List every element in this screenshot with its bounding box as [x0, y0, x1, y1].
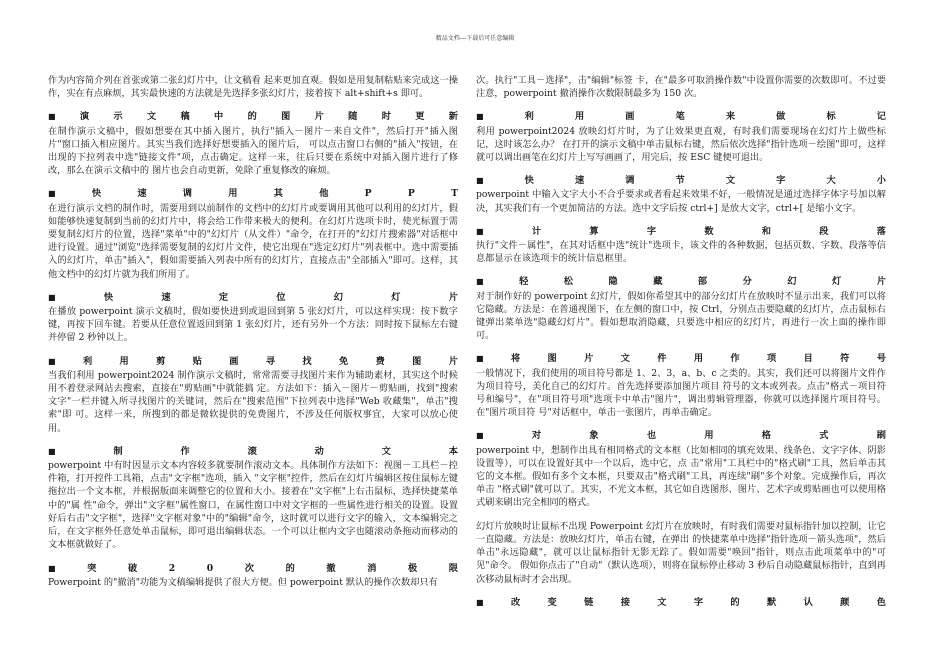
left-column [48, 74, 458, 599]
section-heading: ■ 制 作 滚 动 文 本 [48, 445, 458, 457]
article-section [48, 74, 458, 100]
section-body: powerpoint 中，想制作出具有相同格式的文本框（比如相同的填充效果、线条色、文字字体、阴影设置等），可以在设置好其中一个以后，选中它，点 击"常用"工具栏中的"格式刷"工具，然后单击其它的文本框。假如有多个文本框，只要双击"格式刷"工具，再连续"刷"多个对象。完成操作后，再次单击 "格式刷"就可以了。其实，不光文本框，其它如自选图形、图片、艺术字或剪贴画也可以使用格式刷来刷出完全相同的格式。 [476, 444, 886, 509]
section-heading: ■ 快 速 定 位 幻 灯 片 [48, 291, 458, 303]
article-section [476, 74, 886, 100]
article-section [476, 174, 886, 215]
section-body: 对于制作好的 powerpoint 幻灯片，假如你希望其中的部分幻灯片在放映时不显示出来，我们可以将它隐藏。方法是：在普通视图下，在左侧的窗口中，按 Ctrl，分别点击要隐藏的幻灯片，点击鼠标右键弹出菜单选"隐藏幻灯片"。假如想取消隐藏，只要选中相应的幻灯片，再进行一次上面的操作即可。 [476, 290, 886, 342]
article-section [48, 562, 458, 589]
article-section [476, 110, 886, 164]
article-section [476, 225, 886, 266]
article-section [48, 187, 458, 280]
article-section [476, 275, 886, 342]
section-body: 在播放 powerpoint 演示文稿时，假如要快进到或退回到第 5 张幻灯片，可以这样实现：按下数字 键，再按下回车键。若要从任意位置返回到第 1 张幻灯片，还有另外一个方法：同时按下鼠标左右键并停留 2 秒钟以上。 [48, 306, 458, 344]
article-section [476, 352, 886, 419]
section-heading: ■ 演 示 文 稿 中 的 图 片 随 时 更 新 [48, 111, 458, 123]
section-body: 利用 powerpoint2024 放映幻灯片时，为了让效果更直观，有时我们需要现场在幻灯片上做些标记，这时该怎么办？ 在打开的演示文稿中单击鼠标右键，然后依次选择"指针选项－绘图"即可，这样就可以调出画笔在幻灯片上写写画画了，用完后，按 ESC 键便可退出。 [476, 125, 886, 164]
section-body: 幻灯片放映时让鼠标不出现 Powerpoint 幻灯片在放映时，有时我们需要对鼠标指针加以控制，让它一直隐藏。方法是：放映幻灯片，单击右键，在弹出 的快捷菜单中选择"指针选项－箭头选项"，然后单击"永远隐藏"，就可以让鼠标指针无影无踪了。假如需要"唤回"指针，则点击此项菜单中的"可见"命令。 假如你点击了"自动"（默认选项），则将在鼠标停止移动 3 秒后自动隐藏鼠标指针，直到再次移动鼠标时才会出现。 [476, 520, 886, 585]
article-section [48, 355, 458, 435]
section-heading: ■ 将 图 片 文 件 用 作 项 目 符 号 [476, 353, 886, 365]
article-section [476, 429, 886, 509]
section-heading: ■ 对 象 也 用 格 式 刷 [476, 430, 886, 442]
article-section [48, 110, 458, 177]
section-body: Powerpoint 的"撤消"功能为文稿编辑提供了很大方便。但 powerpoint 默认的操作次数却只有 [48, 576, 438, 588]
section-body: powerpoint 中有时因显示文本内容较多就要制作滚动文本。具体制作方法如下：视图－工具栏－控件箱，打开控件工具箱，点击"文字框"选项，插入 "文字框"控件，然后在幻灯片编辑区按住鼠标左键拖拉出一个文本框，并根据版面来调整它的位置和大小。接着在"文字框"上右击鼠标，选择快捷菜单中的"属 性"命令，弹出"文字框"属性窗口，在属性窗口中对文字框的一些属性进行相关的设置。设置好后右击"文字框"，选择"文字框对象"中的"编辑"命令，这时就可以进行文字的输入，文本编辑完之后，在文字框外任意处单击鼠标，即可退出编辑状态。一个可以让框内文字也随滚动条拖动而移动的文本框就做好了。 [48, 460, 458, 551]
section-body: 作为内容简介列在首张或第二张幻灯片中，让文稿看 起来更加直观。假如是用复制粘贴来完成这一操作，实在有点麻烦，其实最快速的方法就是先选择多张幻灯片，接着按下 alt+shift+s 即可。 [48, 75, 458, 100]
section-body: 次。执行"工具－选择"，击"编辑"标签 卡，在"最多可取消操作数"中设置你需要的次数即可。不过要注意，powerpoint 撤消操作次数限制最多为 150 次。 [476, 75, 886, 100]
article-section [476, 520, 886, 586]
section-heading: ■ 利 用 剪 贴 画 寻 找 免 费 图 片 [48, 355, 458, 367]
section-heading: ■ 利 用 画 笔 来 做 标 记 [476, 111, 886, 123]
article-section [476, 596, 886, 609]
section-heading: ■ 计 算 字 数 和 段 落 [476, 225, 886, 237]
section-body: 一般情况下，我们使用的项目符号都是 1、2、3，a、b、c 之类的。其实，我们还可以将图片文件作为项目符号，美化自己的幻灯片。首先选择要添加图片项目 符号的文本或列表。点击"格式－项目符号和编号"，在"项目符号项"选项卡中单击"图片"，调出剪辑管理器，你就可以选择图片项目符号。在"图片项目符 号"对话框中，单击一张图片，再单击确定。 [476, 367, 886, 419]
section-body: 在制作演示文稿中，假如想要在其中插入图片，执行"插入－图片－来自文件"，然后打开"插入图片"窗口插入相应图片。其实当我们选择好想要插入的图片后， 可以点击窗口右侧的"插入"按钮，在出现的下拉列表中选"链接文件"项，点击确定。这样一来，往后只要在系统中对插入图片进行了修改，那么在演示文稿中的 图片也会自动更新，免除了重复修改的麻烦。 [48, 125, 458, 177]
section-body: 当我们利用 powerpoint2024 制作演示文稿时，常常需要寻找图片来作为辅助素材，其实这个时候用不着登录网站去搜索，直接在"剪贴画"中就能搞 定。方法如下：插入－图片－剪贴画，找到"搜索文字"一栏并键入所寻找图片的关键词，然后在"搜索范围"下拉列表中选择"Web 收藏集"，单击"搜索"即 可。这样一来，所搜到的都是微软提供的免费图片，不涉及任何版权事宜，大家可以放心使用。 [48, 369, 458, 434]
section-body: 执行"文件－属性"，在其对话框中选"统计"选项卡，该文件的各种数据，包括页数、字数、段落等信息都显示在该选项卡的统计信息框里。 [476, 240, 886, 265]
section-body: 在进行演示文档的制作时，需要用到以前制作的文档中的幻灯片或要调用其他可以利用的幻灯片，假如能够快速复制到当前的幻灯片中，将会给工作带来极大的便利。在幻灯片选项卡时，使光标置于需要复制幻灯片的位置，选择"菜单"中的"幻灯片（从文件）"命令，在打开的"幻灯片搜索器"对话框中进行设置。通过"浏览"选择需要复制的幻灯片文件，使它出现在"选定幻灯片"列表框中。选中需要插入的幻灯片，单击"插入"，假如需要插入列表中所有的幻灯片，直接点击"全部插入"即可。这样，其他文档中的幻灯片就为我们所用了。 [48, 202, 458, 280]
section-body: powerpoint 中输入文字大小不合乎要求或者看起来效果不好，一般情况是通过选择字体字号加以解决，其实我们有一个更加简洁的方法。选中文字后按 ctrl+] 是放大文字，ctrl+[ 是缩小文字。 [476, 189, 886, 214]
section-heading: ■ 改 变 链 接 文 字 的 默 认 颜 色 [476, 596, 886, 608]
article-section [48, 291, 458, 345]
section-heading: ■ 突 破 2 0 次 的 撤 消 极 限 [48, 562, 458, 574]
article-section [48, 445, 458, 552]
section-heading: ■ 快 速 调 用 其 他 P P T [48, 188, 458, 200]
section-heading: ■ 快 速 调 节 文 字 大 小 [476, 175, 886, 187]
right-column [476, 74, 886, 619]
section-heading: ■ 轻 松 隐 藏 部 分 幻 灯 片 [476, 276, 886, 288]
page-header: 精品文档---下载后可任意编辑 [435, 35, 515, 42]
